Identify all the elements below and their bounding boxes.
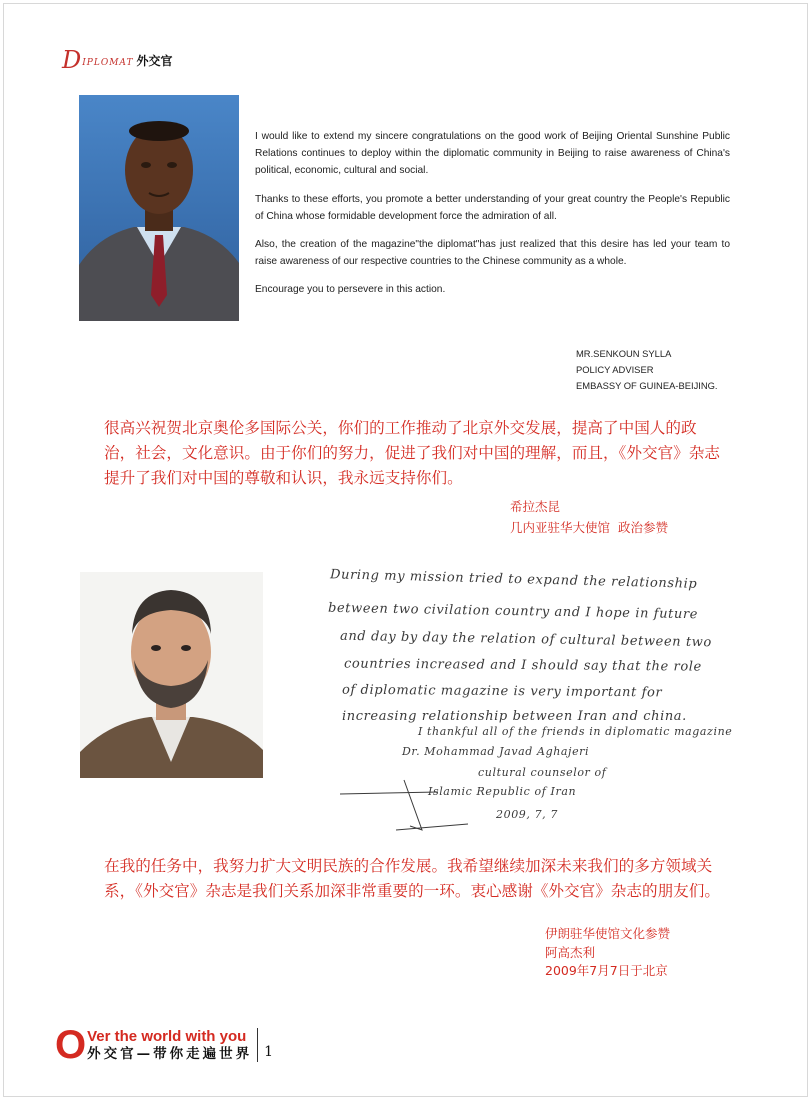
chinese-signature-name: 希拉杰昆	[510, 499, 561, 514]
chinese-signature-date: 2009年7月7日于北京	[545, 963, 668, 978]
handwritten-note	[318, 568, 738, 838]
page-number: 1	[264, 1044, 274, 1060]
handwriting-line: countries increased and I should say that the role	[343, 656, 702, 675]
logo-script-letter: D	[62, 46, 82, 74]
handwriting-line: and day by day the relation of cultural between two	[339, 628, 713, 651]
logo-word: IPLOMAT	[82, 58, 134, 68]
portrait-photo-iran	[80, 572, 263, 778]
chinese-translation-guinea: 很高兴祝贺北京奥伦多国际公关，你们的工作推动了北京外交发展，提高了中国人的政治，社会，文化意识。由于你们的努力，促进了我们对中国的理解，而且，《外交官》杂志提升了我们对中国的尊敬和认识，我永远支持你们。	[104, 419, 720, 487]
handwriting-line: of diplomatic magazine is very important for	[341, 682, 663, 701]
chinese-signature-title: 伊朗驻华使馆文化参赞	[545, 926, 671, 941]
signature-organization: EMBASSY OF GUINEA-BEIJING.	[576, 380, 718, 392]
logo-chinese-title: 外交官	[136, 54, 173, 68]
signature-title: POLICY ADVISER	[576, 364, 654, 376]
letter-paragraph: I would like to extend my sincere congratulations on the good work of Beijing Oriental Sunshine Public Relations continues to deploy within the diplomatic community in Beijing to raise awareness of China's political, economic, cultural and social.	[255, 131, 730, 177]
handwriting-line: increasing relationship between Iran and china.	[342, 709, 687, 724]
footer-divider	[257, 1028, 258, 1062]
letter-paragraph: Encourage you to persevere in this action.	[255, 284, 446, 296]
signature-name: MR.SENKOUN SYLLA	[576, 348, 672, 359]
footer-slogan-chinese: 外交官—带你走遍世界	[87, 1045, 253, 1062]
english-letter	[255, 128, 730, 310]
chinese-signature-guinea	[510, 496, 668, 538]
header-logo	[62, 42, 172, 72]
letter-paragraph: Also, the creation of the magazine"the diplomat"has just realized that this desire has led your team to raise awareness of our respective countries to the Chinese community as a whole.	[255, 239, 730, 268]
chinese-translation-iran: 在我的任务中，我努力扩大文明民族的合作发展。我希望继续加深未来我们的多方领域关系，《外交官》杂志是我们关系加深非常重要的一环。衷心感谢《外交官》杂志的朋友们。	[104, 857, 720, 900]
chinese-signature-name: 阿高杰利	[545, 944, 596, 960]
footer-text	[87, 1028, 252, 1063]
letter-paragraph: Thanks to these efforts, you promote a better understanding of your great country the People's Republic of China whose formidable development force the admiration of all.	[255, 193, 730, 222]
footer-o-letter: O	[55, 1023, 87, 1067]
chinese-signature-title: 几内亚驻华大使馆 政治参赞	[510, 520, 668, 535]
letter-signature	[576, 346, 718, 395]
chinese-signature-iran	[545, 925, 670, 981]
handwriting-line: Dr. Mohammad Javad Aghajeri	[402, 745, 590, 758]
handwriting-line: Islamic Republic of Iran	[428, 785, 577, 798]
portrait-photo-guinea	[79, 95, 239, 321]
handwriting-line: cultural counselor of	[478, 766, 607, 779]
footer-slogan-english: Ver the world with you	[87, 1027, 247, 1045]
footer-slogan	[55, 1024, 273, 1066]
handwriting-line: 2009, 7, 7	[496, 808, 558, 821]
handwriting-line: During my mission tried to expand the relationship	[329, 567, 698, 592]
handwriting-line: I thankful all of the friends in diplomatic magazine	[418, 725, 733, 738]
handwriting-line: between two civilation country and I hope in future	[327, 600, 699, 623]
handwritten-signature-strokes	[318, 568, 738, 838]
